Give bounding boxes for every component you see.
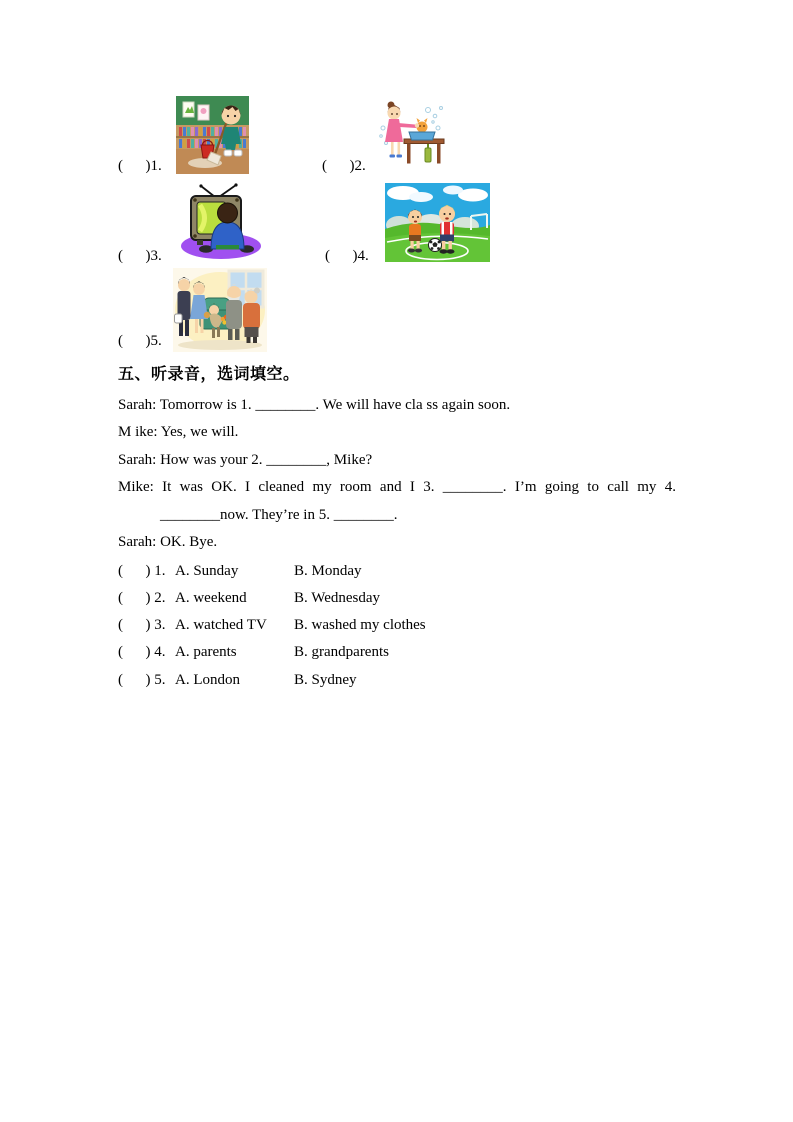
- dialogue-line: Sarah: Tomorrow is 1. ________. We will have cla ss again soon.: [118, 397, 511, 413]
- child-watching-tv-illustration: [175, 183, 265, 263]
- choice-option-b: B. grandparents: [294, 644, 389, 660]
- choice-option-a: A. Sunday: [175, 563, 239, 579]
- choice-option-b: B. Monday: [294, 563, 362, 579]
- choice-row-4: [118, 643, 676, 662]
- section-heading: 五、听录音，选词填空。: [118, 364, 300, 383]
- dialogue-line: Sarah: How was your 2. ________, Mike?: [118, 452, 373, 468]
- choice-option-b: B. Wednesday: [294, 590, 381, 606]
- girl-washing-pet-illustration: [378, 98, 448, 168]
- kids-playing-football-illustration: [385, 183, 490, 262]
- dialogue-line-continuation: ________now. They’re in 5. ________.: [160, 507, 398, 523]
- answer-bracket: ( ) 1.: [118, 563, 166, 579]
- choice-option-a: A. weekend: [175, 590, 247, 606]
- picture-item-5-label: ( )5.: [118, 333, 162, 349]
- boy-sweeping-room-illustration: [175, 95, 250, 175]
- answer-bracket: ( ) 2.: [118, 590, 166, 606]
- picture-3-illustration: [175, 183, 265, 263]
- picture-1-illustration: [175, 95, 250, 175]
- choice-option-b: B. Sydney: [294, 672, 357, 688]
- choice-option-a: A. watched TV: [175, 617, 267, 633]
- choice-row-5: [118, 671, 676, 690]
- answer-bracket: ( ) 4.: [118, 644, 166, 660]
- answer-bracket: ( ) 5.: [118, 672, 166, 688]
- choice-row-2: [118, 589, 676, 608]
- dialogue-line: M ike: Yes, we will.: [118, 424, 239, 440]
- picture-item-3-label: ( )3.: [118, 248, 162, 264]
- choice-option-b: B. washed my clothes: [294, 617, 426, 633]
- choice-option-a: A. parents: [175, 644, 237, 660]
- picture-5-illustration: [173, 268, 267, 352]
- family-visiting-grandparents-illustration: [173, 268, 267, 352]
- choice-row-1: [118, 562, 676, 581]
- picture-item-1-label: ( )1.: [118, 158, 162, 174]
- choice-row-3: [118, 616, 676, 635]
- picture-item-2-label: ( )2.: [322, 158, 366, 174]
- answer-bracket: ( ) 3.: [118, 617, 166, 633]
- dialogue-line: Sarah: OK. Bye.: [118, 534, 218, 550]
- picture-item-4-label: ( )4.: [325, 248, 369, 264]
- picture-4-illustration: [385, 183, 490, 262]
- choice-option-a: A. London: [175, 672, 240, 688]
- picture-2-illustration: [378, 98, 448, 168]
- dialogue-line: Mike: It was OK. I cleaned my room and I 3. ________. I’m going to call my 4.: [118, 479, 676, 495]
